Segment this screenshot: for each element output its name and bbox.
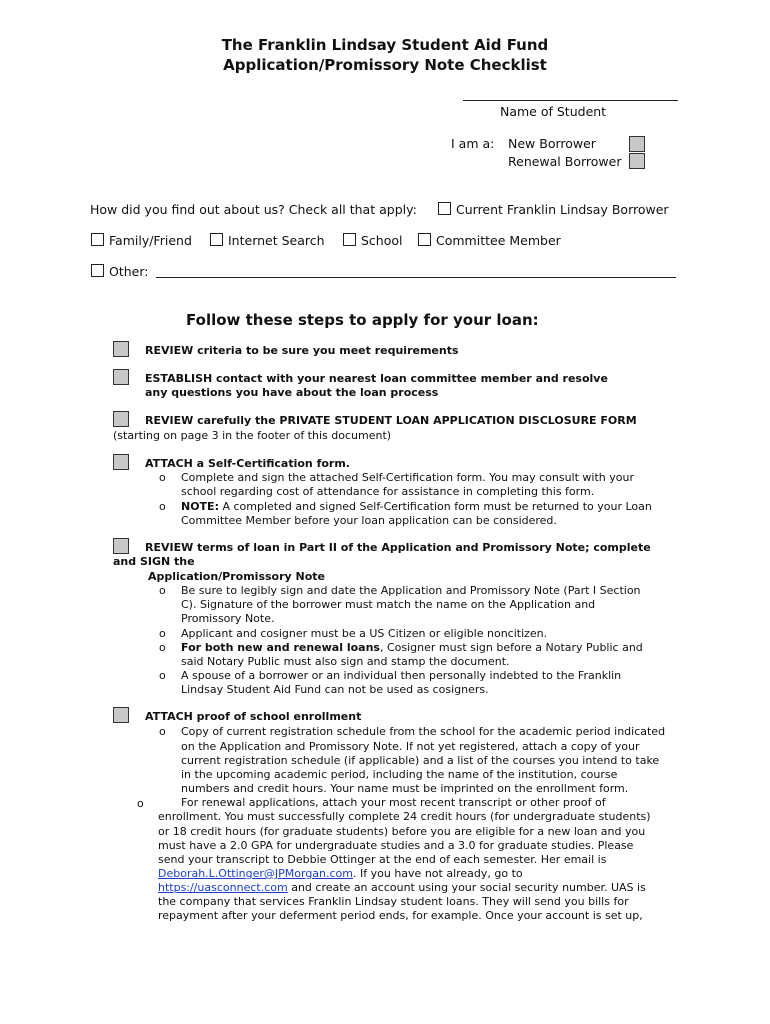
student-name-label: Name of Student bbox=[500, 104, 607, 119]
step5-bullet1-l3: Promissory Note. bbox=[181, 612, 275, 625]
step6-bullet2-l3: or 18 credit hours (for graduate students) before you are eligible for a new loan and you bbox=[158, 825, 646, 838]
checkbox[interactable] bbox=[438, 202, 451, 215]
step4-bullet2-l1 bbox=[181, 500, 652, 513]
step6-bullet2-l4: must have a 2.0 GPA for undergraduate studies and a 3.0 for graduate studies. Please bbox=[158, 839, 634, 852]
step6-checkbox[interactable] bbox=[113, 707, 129, 723]
step6-bullet2-l7 bbox=[158, 881, 646, 894]
step2-text-l1: ESTABLISH contact with your nearest loan committee member and resolve bbox=[145, 372, 608, 385]
step5-text-l1: REVIEW terms of loan in Part II of the Application and Promissory Note; complete bbox=[145, 541, 651, 554]
i-am-label: I am a: bbox=[451, 136, 495, 151]
doc-title-line1: The Franklin Lindsay Student Aid Fund bbox=[221, 36, 549, 54]
step1-text: REVIEW criteria to be sure you meet requirements bbox=[145, 344, 459, 357]
bullet: o bbox=[159, 627, 166, 640]
survey-option-school[interactable] bbox=[343, 233, 403, 248]
other-input-line[interactable] bbox=[156, 277, 676, 278]
bullet: o bbox=[159, 641, 166, 654]
steps-heading: Follow these steps to apply for your loan: bbox=[186, 311, 539, 329]
step5-text-l3: Application/Promissory Note bbox=[148, 570, 326, 583]
option-label: Other: bbox=[109, 264, 149, 279]
step4-bullet2-l2: Committee Member before your loan application can be considered. bbox=[181, 514, 557, 527]
step5-bullet1-l1: Be sure to legibly sign and date the Application and Promissory Note (Part I Section bbox=[181, 584, 641, 597]
bullet: o bbox=[159, 725, 166, 738]
step6-bullet2-l5: send your transcript to Debbie Ottinger at the end of each semester. Her email is bbox=[158, 853, 607, 866]
bullet: o bbox=[159, 500, 166, 513]
step5-bullet3-l1 bbox=[181, 641, 643, 654]
option-label: Family/Friend bbox=[109, 233, 192, 248]
step6-bullet1-l4: in the upcoming academic period, including the name of the institution, course bbox=[181, 768, 618, 781]
uasconnect-link[interactable]: https://uasconnect.com bbox=[158, 881, 288, 894]
step1-checkbox[interactable] bbox=[113, 341, 129, 357]
option-label: Committee Member bbox=[436, 233, 561, 248]
renewal-borrower-checkbox[interactable] bbox=[629, 153, 645, 169]
step5-checkbox[interactable] bbox=[113, 538, 129, 554]
checkbox[interactable] bbox=[91, 233, 104, 246]
step3-checkbox[interactable] bbox=[113, 411, 129, 427]
step6-bullet1-l1: Copy of current registration schedule from the school for the academic period indicated bbox=[181, 725, 666, 738]
step6-bullet2-l9: repayment after your deferment period ends, for example. Once your account is set up, bbox=[158, 909, 643, 922]
step4-text: ATTACH a Self-Certification form. bbox=[145, 457, 350, 470]
checkbox[interactable] bbox=[418, 233, 431, 246]
doc-title-line2: Application/Promissory Note Checklist bbox=[223, 56, 547, 74]
survey-option-family[interactable] bbox=[91, 233, 192, 248]
bullet-text: , Cosigner must sign before a Notary Public and bbox=[379, 641, 643, 654]
step5-bullet3-l2: said Notary Public must also sign and stamp the document. bbox=[181, 655, 510, 668]
new-borrower-checkbox[interactable] bbox=[629, 136, 645, 152]
note-bold: NOTE: bbox=[181, 500, 219, 513]
option-label: School bbox=[361, 233, 403, 248]
bullet: o bbox=[159, 584, 166, 597]
survey-option-other[interactable] bbox=[91, 264, 148, 279]
step6-bullet1-l2: on the Application and Promissory Note. If not yet registered, attach a copy of your bbox=[181, 740, 640, 753]
step4-bullet1-l2: school regarding cost of attendance for assistance in completing this form. bbox=[181, 485, 595, 498]
step6-bullet1-l3: current registration schedule (if applicable) and a list of the courses you intend to take bbox=[181, 754, 660, 767]
step5-bullet2: Applicant and cosigner must be a US Citizen or eligible noncitizen. bbox=[181, 627, 548, 640]
option-label: Current Franklin Lindsay Borrower bbox=[456, 202, 669, 217]
step6-bullet2-l1: For renewal applications, attach your most recent transcript or other proof of bbox=[181, 796, 606, 809]
bullet: o bbox=[137, 797, 144, 810]
step5-text-l2: and SIGN the bbox=[113, 555, 195, 568]
survey-option-committee[interactable] bbox=[418, 233, 561, 248]
student-name-line[interactable] bbox=[463, 100, 678, 101]
step6-text: ATTACH proof of school enrollment bbox=[145, 710, 362, 723]
step4-checkbox[interactable] bbox=[113, 454, 129, 470]
step2-checkbox[interactable] bbox=[113, 369, 129, 385]
step4-bullet1-l1: Complete and sign the attached Self-Certification form. You may consult with your bbox=[181, 471, 634, 484]
bullet: o bbox=[159, 669, 166, 682]
survey-question: How did you find out about us? Check all that apply: bbox=[90, 202, 417, 217]
step5-bullet1-l2: C). Signature of the borrower must match the name on the Application and bbox=[181, 598, 596, 611]
step6-bullet2-l6 bbox=[158, 867, 523, 880]
checkbox[interactable] bbox=[91, 264, 104, 277]
checkbox[interactable] bbox=[343, 233, 356, 246]
step3-text-l2: (starting on page 3 in the footer of this document) bbox=[113, 429, 392, 442]
checkbox[interactable] bbox=[210, 233, 223, 246]
step2-text-l2: any questions you have about the loan process bbox=[145, 386, 439, 399]
bullet: o bbox=[159, 471, 166, 484]
bullet-text: and create an account using your social security number. UAS is bbox=[287, 881, 646, 894]
step5-bullet4-l2: Lindsay Student Aid Fund can not be used as cosigners. bbox=[181, 683, 489, 696]
step6-bullet1-l5: numbers and credit hours. Your name must be imprinted on the enrollment form. bbox=[181, 782, 629, 795]
note-text: A completed and signed Self-Certification form must be returned to your Loan bbox=[218, 500, 652, 513]
renewal-borrower-label: Renewal Borrower bbox=[508, 154, 622, 169]
survey-option-internet[interactable] bbox=[210, 233, 325, 248]
option-label: Internet Search bbox=[228, 233, 325, 248]
step6-bullet2-l2: enrollment. You must successfully complete 24 credit hours (for undergraduate students) bbox=[158, 810, 651, 823]
email-link[interactable]: Deborah.L.Ottinger@JPMorgan.com bbox=[158, 867, 354, 880]
bold-phrase: For both new and renewal loans bbox=[181, 641, 380, 654]
bullet-text: . If you have not already, go to bbox=[353, 867, 523, 880]
survey-option-current[interactable] bbox=[438, 202, 669, 217]
new-borrower-label: New Borrower bbox=[508, 136, 596, 151]
step6-bullet2-l8: the company that services Franklin Lindsay student loans. They will send you bills for bbox=[158, 895, 629, 908]
step3-text-l1: REVIEW carefully the PRIVATE STUDENT LOAN APPLICATION DISCLOSURE FORM bbox=[145, 414, 637, 427]
step5-bullet4-l1: A spouse of a borrower or an individual then personally indebted to the Franklin bbox=[181, 669, 622, 682]
